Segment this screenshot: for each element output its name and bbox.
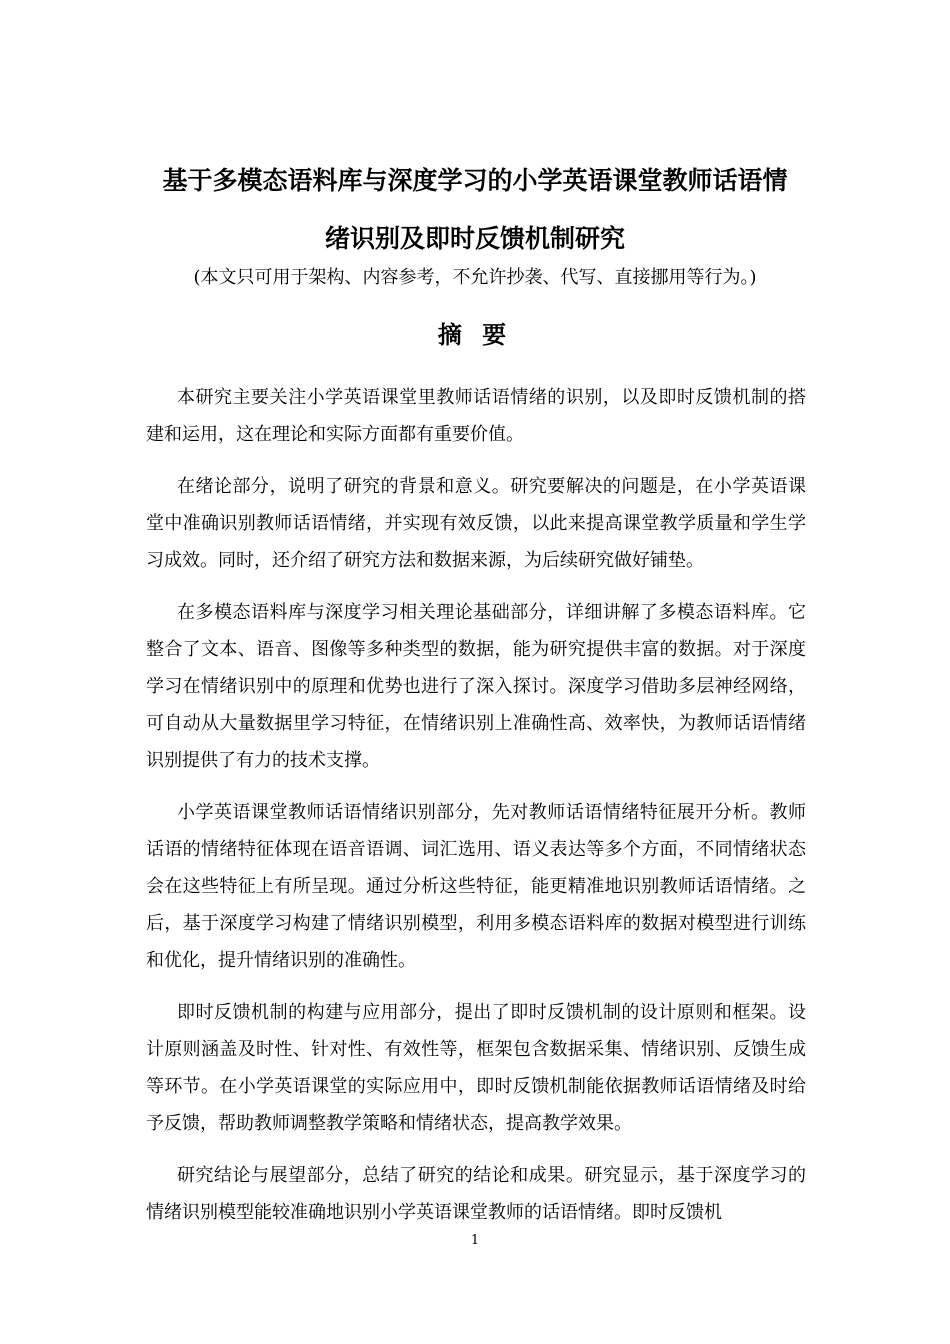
abstract-paragraph: 研究结论与展望部分，总结了研究的结论和成果。研究显示，基于深度学习的情绪识别模型能较准确地识别小学英语课堂教师的话语情绪。即时反馈机 — [146, 1165, 806, 1223]
abstract-paragraph: 在多模态语料库与深度学习相关理论基础部分，详细讲解了多模态语料库。它整合了文本、语音、图像等多种类型的数据，能为研究提供丰富的数据。对于深度学习在情绪识别中的原理和优势也进行了深入探讨。深度学习借助多层神经网络，可自动从大量数据里学习特征，在情绪识别上准确性高、效率快，为教师话语情绪识别提供了有力的技术支撑。 — [146, 602, 806, 771]
usage-notice: (本文只可用于架构、内容参考，不允许抄袭、代写、直接挪用等行为。) — [193, 267, 757, 288]
page-number: 1 — [470, 1233, 480, 1248]
document-title-line-2: 绪识别及即时反馈机制研究 — [324, 224, 625, 253]
abstract-paragraph: 即时反馈机制的构建与应用部分，提出了即时反馈机制的设计原则和框架。设计原则涵盖及时性、针对性、有效性等，框架包含数据采集、情绪识别、反馈生成等环节。在小学英语课堂的实际应用中，即时反馈机制能依据教师话语情绪及时给予反馈，帮助教师调整教学策略和情绪状态，提高教学效果。 — [146, 1002, 806, 1134]
abstract-body — [146, 379, 806, 1246]
document-title-line-1: 基于多模态语料库与深度学习的小学英语课堂教师话语情 — [162, 166, 788, 195]
abstract-heading: 摘 要 — [437, 321, 513, 349]
abstract-paragraph: 本研究主要关注小学英语课堂里教师话语情绪的识别，以及即时反馈机制的搭建和运用，这在理论和实际方面都有重要价值。 — [146, 387, 806, 445]
abstract-paragraph: 在绪论部分，说明了研究的背景和意义。研究要解决的问题是，在小学英语课堂中准确识别教师话语情绪，并实现有效反馈，以此来提高课堂教学质量和学生学习成效。同时，还介绍了研究方法和数据来源，为后续研究做好铺垫。 — [146, 476, 806, 571]
abstract-paragraph: 小学英语课堂教师话语情绪识别部分，先对教师话语情绪特征展开分析。教师话语的情绪特征体现在语音语调、词汇选用、语义表达等多个方面，不同情绪状态会在这些特征上有所呈现。通过分析这些特征，能更精准地识别教师话语情绪。之后，基于深度学习构建了情绪识别模型，利用多模态语料库的数据对模型进行训练和优化，提升情绪识别的准确性。 — [146, 802, 806, 971]
